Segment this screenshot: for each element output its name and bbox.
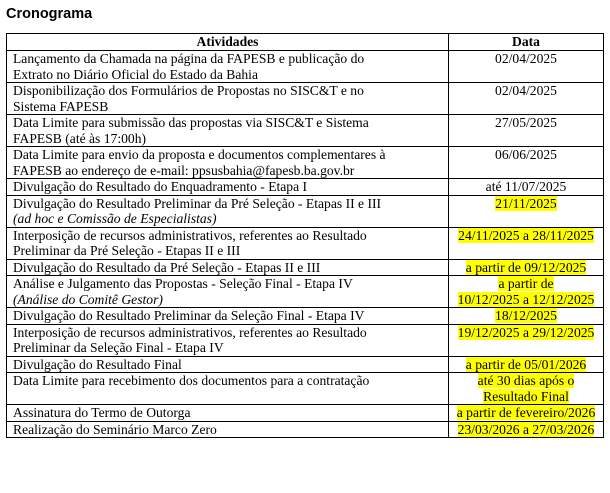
date-cell	[449, 356, 604, 373]
table-row	[7, 421, 604, 438]
date-text: até 30 dias após o	[477, 373, 575, 388]
table-row	[7, 276, 604, 308]
date-text: Resultado Final	[483, 388, 569, 404]
date-cell	[449, 83, 604, 115]
date-cell	[449, 259, 604, 276]
date-text: 19/12/2025 a 29/12/2025	[457, 324, 595, 340]
table-row	[7, 356, 604, 373]
table-row	[7, 147, 604, 179]
activity-text: Interposição de recursos administrativos, referentes ao Resultado	[13, 324, 367, 340]
activity-cell	[7, 51, 449, 83]
activity-text: Análise e Julgamento das Propostas - Seleção Final - Etapa IV	[13, 276, 353, 291]
date-cell	[449, 195, 604, 227]
activity-text: Lançamento da Chamada na página da FAPESB e publicação do	[13, 51, 365, 66]
activity-cell	[7, 356, 449, 373]
date-text: a partir de	[498, 276, 554, 291]
table-row	[7, 324, 604, 356]
date-cell	[449, 308, 604, 325]
table-row	[7, 195, 604, 227]
schedule-table	[6, 33, 604, 438]
activity-text: Assinatura do Termo de Outorga	[13, 405, 191, 420]
activity-cell	[7, 227, 449, 259]
date-cell	[449, 373, 604, 405]
activity-cell	[7, 195, 449, 227]
activity-cell	[7, 324, 449, 356]
date-cell	[449, 324, 604, 356]
date-cell	[449, 405, 604, 422]
table-row	[7, 115, 604, 147]
date-cell	[449, 115, 604, 147]
date-text: 02/04/2025	[495, 51, 557, 66]
date-text: 27/05/2025	[495, 115, 557, 130]
activity-text: Divulgação do Resultado Preliminar da Pré Seleção - Etapas II e III	[13, 195, 382, 211]
activity-text: Preliminar da Pré Seleção - Etapas II e III	[13, 243, 241, 258]
activity-text: Interposição de recursos administrativos, referentes ao Resultado	[13, 227, 367, 243]
activity-cell	[7, 259, 449, 276]
activity-text: Divulgação do Resultado Final	[13, 356, 182, 372]
activity-cell	[7, 147, 449, 179]
date-cell	[449, 51, 604, 83]
activity-text: Extrato no Diário Oficial do Estado da Bahia	[13, 66, 258, 82]
activity-text: Divulgação do Resultado da Pré Seleção - Etapas II e III	[13, 259, 321, 275]
table-header-row	[7, 34, 604, 51]
date-cell	[449, 276, 604, 308]
date-cell	[449, 227, 604, 259]
date-text: 21/11/2025	[495, 195, 557, 211]
activity-text: (ad hoc e Comissão de Especialistas)	[13, 211, 217, 226]
table-row	[7, 227, 604, 259]
date-text: 24/11/2025 a 28/11/2025	[458, 227, 594, 243]
table-row	[7, 259, 604, 276]
date-text: 02/04/2025	[495, 83, 557, 98]
date-cell	[449, 179, 604, 196]
table-row	[7, 179, 604, 196]
table-row	[7, 83, 604, 115]
activity-cell	[7, 308, 449, 325]
date-text: 23/03/2026 a 27/03/2026	[457, 421, 595, 437]
section-title: Cronograma	[6, 6, 93, 22]
table-row	[7, 51, 604, 83]
activity-text: Divulgação do Resultado do Enquadramento - Etapa I	[13, 179, 308, 194]
header-date: Data	[449, 34, 604, 51]
table-row	[7, 308, 604, 325]
activity-text: Data Limite para envio da proposta e documentos complementares à	[13, 147, 386, 162]
activity-text: Realização do Seminário Marco Zero	[13, 421, 217, 437]
activity-cell	[7, 179, 449, 196]
activity-text: Data Limite para submissão das propostas via SISC&T e Sistema	[13, 115, 369, 130]
activity-cell	[7, 373, 449, 405]
activity-text: Sistema FAPESB	[13, 98, 109, 114]
activity-text: (Análise do Comitê Gestor)	[13, 291, 163, 307]
activity-text: Disponibilização dos Formulários de Propostas no SISC&T e no	[13, 83, 364, 98]
activity-text: Divulgação do Resultado Preliminar da Seleção Final - Etapa IV	[13, 308, 365, 323]
date-cell	[449, 147, 604, 179]
activity-text: FAPESB ao endereço de e-mail: ppsusbahia@fapesb.ba.gov.br	[13, 162, 355, 178]
activity-cell	[7, 115, 449, 147]
date-text: até 11/07/2025	[485, 179, 567, 194]
date-text: 06/06/2025	[495, 147, 557, 162]
date-text: a partir de 05/01/2026	[465, 356, 587, 372]
date-cell	[449, 421, 604, 438]
activity-cell	[7, 405, 449, 422]
date-text: a partir de 09/12/2025	[465, 259, 587, 275]
activity-cell	[7, 276, 449, 308]
activity-text: FAPESB (até às 17:00h)	[13, 130, 147, 146]
activity-cell	[7, 83, 449, 115]
date-text: 10/12/2025 a 12/12/2025	[457, 291, 595, 307]
date-text: 18/12/2025	[495, 308, 557, 323]
activity-text: Preliminar da Seleção Final - Etapa IV	[13, 340, 224, 355]
table-row	[7, 373, 604, 405]
activity-cell	[7, 421, 449, 438]
activity-text: Data Limite para recebimento dos documentos para a contratação	[13, 373, 370, 388]
table-row	[7, 405, 604, 422]
header-activities: Atividades	[7, 34, 449, 51]
date-text: a partir de fevereiro/2026	[456, 405, 596, 420]
